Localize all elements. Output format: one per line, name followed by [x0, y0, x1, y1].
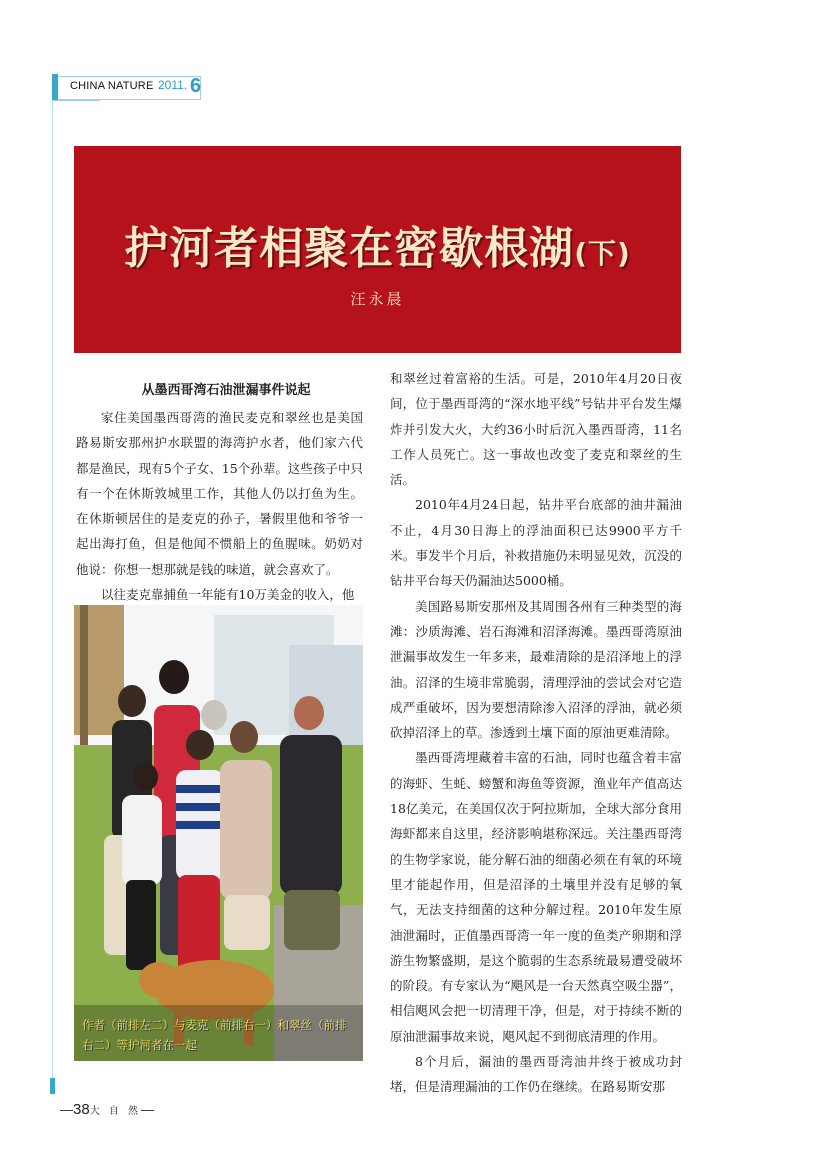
magazine-brand: CHINA NATURE [70, 80, 154, 92]
right-column [390, 366, 682, 1100]
side-marker [50, 1078, 55, 1094]
side-rule [52, 100, 53, 1085]
group-photo [74, 605, 363, 1061]
paragraph: 家住美国墨西哥湾的渔民麦克和翠丝也是美国路易斯安那州护水联盟的海湾护水者，他们家六代都是渔民，现有5个子女、15个孙辈。这些孩子中只有一个在休斯敦城里工作，其他人仍以打鱼为生。在休斯顿居住的是麦克的孙子，暑假里他和爷爷一起出海打鱼，但是他闻不惯船上的鱼腥味。奶奶对他说：你想一想那就是钱的味道，就会喜欢了。 [76, 410, 363, 577]
paragraph: 墨西哥湾埋藏着丰富的石油，同时也蕴含着丰富的海虾、生蚝、螃蟹和海鱼等资源，渔业年产值高达18亿美元，在美国仅次于阿拉斯加，全球大部分食用海虾都来自这里，经济影响堪称深远。关注墨西哥湾的生物学家说，能分解石油的细菌必须在有氧的环境里才能起作用，但是沼泽的土壤里并没有足够的氧气，无法支持细菌的这种分解过程。2010年发生原油泄漏时，正值墨西哥湾一年一度的鱼类产卵期和浮游生物繁盛期，是这个脆弱的生态系统最易遭受破坏的阶段。有专家认为“飓风是一台天然真空吸尘器”，相信飓风会把一切清理干净，但是，对于持续不断的原油泄漏事故来说，飓风起不到彻底清理的作用。 [390, 750, 682, 1044]
group-photo-illustration [74, 605, 363, 1061]
article-author: 汪永晨 [350, 290, 405, 308]
page-footer: —38大 自 然— [60, 1101, 155, 1118]
header-rule [52, 100, 100, 101]
paragraph: 8个月后，漏油的墨西哥湾油井终于被成功封堵，但是清理漏油的工作仍在继续。在路易斯安那 [390, 1054, 682, 1095]
paragraph: 2010年4月24日起，钻井平台底部的油井漏油不止，4月30日海上的浮油面积已达9900平方千米。事发半个月后，补救措施仍未明显见效，沉没的钻井平台每天仍漏油达5000桶。 [390, 497, 682, 589]
article-title [74, 212, 681, 276]
footer-magazine-name: 大 自 然 [89, 1106, 142, 1117]
article-title-suffix: (下) [574, 237, 631, 270]
section-heading: 从墨西哥湾石油泄漏事件说起 [141, 383, 311, 398]
issue-number: 6 [190, 75, 202, 97]
photo-caption: 作者（前排左二）与麦克（前排右一）和翠丝（前排右二）等护河者在一起 [82, 1018, 347, 1052]
article-title-main: 护河者相聚在密歇根湖 [124, 223, 575, 274]
page-number: 38 [73, 1101, 90, 1118]
left-column [76, 405, 363, 607]
paragraph: 以往麦克靠捕鱼一年能有10万美金的收入，他 [101, 587, 355, 603]
paragraph: 美国路易斯安那州及其周围各州有三种类型的海滩：沙质海滩、岩石海滩和沼泽海滩。墨西哥湾原油泄漏事故发生一年多来，最难清除的是沼泽地上的浮油。沼泽的生境非常脆弱，清理浮油的尝试会对它造成严重破坏，因为要想清除渗入沼泽的浮油，就必须砍掉沼泽上的草。渗透到土壤下面的原油更难清除。 [390, 598, 682, 741]
issue-year: 2011. [158, 78, 188, 92]
paragraph: 和翠丝过着富裕的生活。可是，2010年4月20日夜间，位于墨西哥湾的“深水地平线”号钻井平台发生爆炸并引发大火，大约36小时后沉入墨西哥湾，11名工作人员死亡。这一事故也改变了麦克和翠丝的生活。 [390, 371, 682, 488]
title-banner [74, 146, 681, 353]
